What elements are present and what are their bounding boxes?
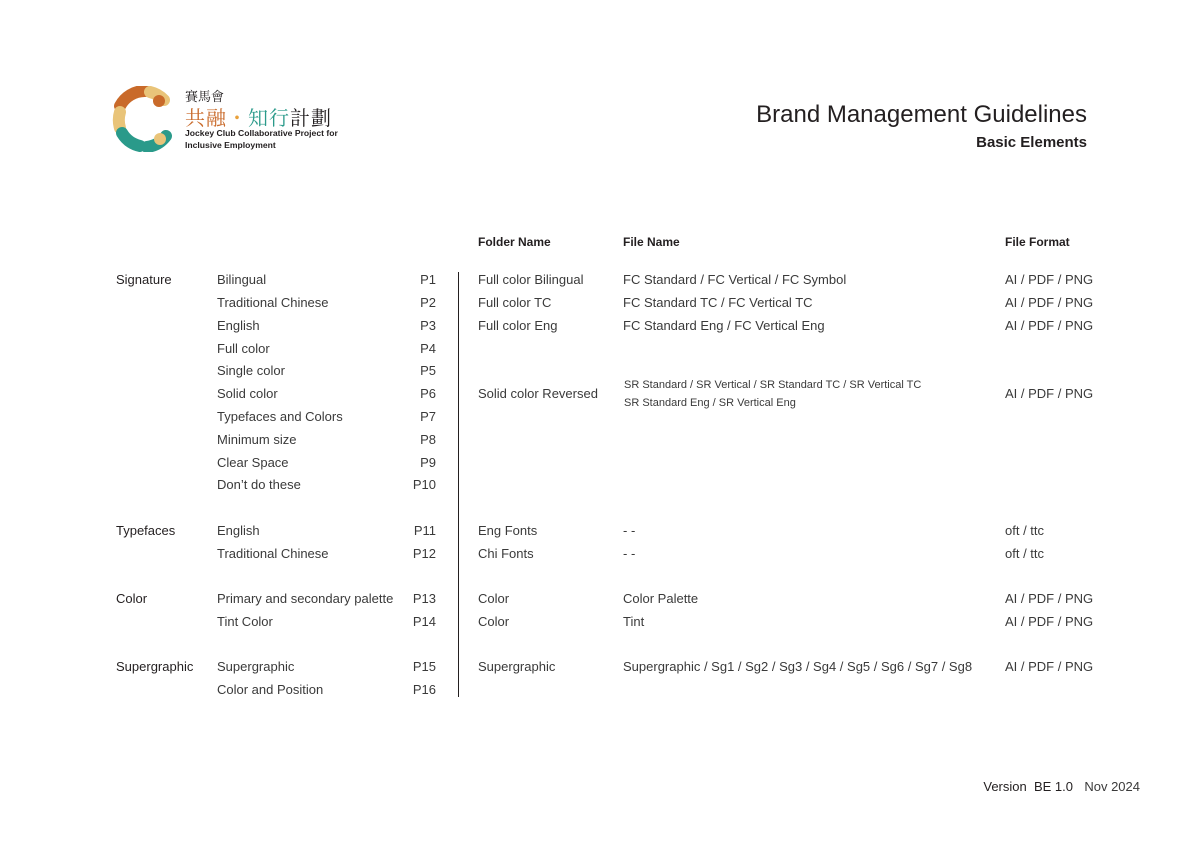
item-label: English (217, 318, 260, 333)
item-page: P2 (420, 295, 436, 310)
file-format: AI / PDF / PNG (1005, 386, 1094, 401)
file-name: Tint (623, 614, 645, 629)
item-page: P1 (420, 272, 436, 287)
footer-version (983, 779, 1073, 794)
page-subtitle: Basic Elements (976, 134, 1087, 151)
section-color: Color (116, 591, 148, 606)
header-file-name: File Name (623, 235, 680, 249)
file-format: AI / PDF / PNG (1005, 295, 1094, 310)
folder-name: Color (478, 614, 510, 629)
file-format: oft / ttc (1005, 546, 1045, 561)
item-label: Traditional Chinese (217, 295, 329, 310)
item-page: P14 (412, 614, 436, 629)
file-format: AI / PDF / PNG (1005, 614, 1094, 629)
file-format: AI / PDF / PNG (1005, 272, 1094, 287)
file-name: - - (623, 546, 636, 561)
header-folder-name: Folder Name (478, 235, 551, 249)
item-label: Solid color (217, 386, 278, 401)
footer-version-text: Version BE 1.0 (983, 779, 1073, 794)
item-page: P4 (420, 341, 436, 356)
file-format: AI / PDF / PNG (1005, 591, 1094, 606)
item-label: Clear Space (217, 455, 289, 470)
item-label: Tint Color (217, 614, 273, 629)
item-page: P8 (420, 432, 436, 447)
item-page: P10 (412, 477, 436, 492)
item-page: P16 (412, 682, 436, 697)
footer-date: Nov 2024 (1084, 779, 1140, 794)
item-page: P6 (420, 386, 436, 401)
item-page: P12 (412, 546, 436, 561)
logo-cn-dot: ・ (227, 106, 248, 130)
logo-symbol-icon (112, 86, 178, 152)
section-typefaces: Typefaces (116, 523, 176, 538)
section-supergraphic: Supergraphic (116, 659, 194, 674)
logo-cn-part2: 知行 (248, 106, 290, 130)
folder-name: Full color Bilingual (478, 272, 584, 287)
folder-name: Full color Eng (478, 318, 558, 333)
item-label: Supergraphic (217, 659, 295, 674)
header-file-format: File Format (1005, 235, 1070, 249)
folder-name: Supergraphic (478, 659, 556, 674)
column-divider (458, 272, 459, 697)
item-page: P9 (420, 455, 436, 470)
section-signature: Signature (116, 272, 172, 287)
item-label: Single color (217, 363, 285, 378)
logo-cn-line2 (185, 102, 332, 131)
folder-name: Full color TC (478, 295, 552, 310)
item-label: English (217, 523, 260, 538)
item-page: P3 (420, 318, 436, 333)
file-name: FC Standard TC / FC Vertical TC (623, 295, 813, 310)
item-label: Full color (217, 341, 270, 356)
item-label: Primary and secondary palette (217, 591, 394, 606)
file-name: Color Palette (623, 591, 699, 606)
item-page: P5 (420, 363, 436, 378)
item-label: Minimum size (217, 432, 297, 447)
item-page: P13 (412, 591, 436, 606)
folder-name: Chi Fonts (478, 546, 534, 561)
item-label: Don’t do these (217, 477, 301, 492)
item-label: Bilingual (217, 272, 267, 287)
page-title: Brand Management Guidelines (756, 101, 1087, 128)
item-page: P7 (420, 409, 436, 424)
item-label: Traditional Chinese (217, 546, 329, 561)
item-label: Color and Position (217, 682, 324, 697)
file-name: FC Standard Eng / FC Vertical Eng (623, 318, 825, 333)
logo-cn-part3: 計劃 (290, 106, 332, 130)
file-name-line2: SR Standard Eng / SR Vertical Eng (624, 397, 796, 409)
file-name: - - (623, 523, 636, 538)
logo-cn-line1: 賽馬會 (185, 90, 225, 105)
file-name: SR Standard / SR Vertical / SR Standard TC / SR Vertical TC (624, 379, 922, 391)
folder-name: Eng Fonts (478, 523, 538, 538)
file-name: FC Standard / FC Vertical / FC Symbol (623, 272, 847, 287)
item-page: P15 (412, 659, 436, 674)
item-label: Typefaces and Colors (217, 409, 343, 424)
file-format: AI / PDF / PNG (1005, 318, 1094, 333)
file-format: oft / ttc (1005, 523, 1045, 538)
file-format: AI / PDF / PNG (1005, 659, 1094, 674)
folder-name: Solid color Reversed (478, 386, 598, 401)
logo-cn-part1: 共融 (185, 106, 227, 130)
item-page: P11 (413, 523, 436, 538)
file-name: Supergraphic / Sg1 / Sg2 / Sg3 / Sg4 / Sg5 / Sg6 / Sg7 / Sg8 (623, 659, 973, 674)
logo-en-line1: Jockey Club Collaborative Project for (185, 128, 338, 138)
logo-en-line2: Inclusive Employment (185, 140, 276, 150)
brand-logo (112, 86, 342, 156)
folder-name: Color (478, 591, 510, 606)
